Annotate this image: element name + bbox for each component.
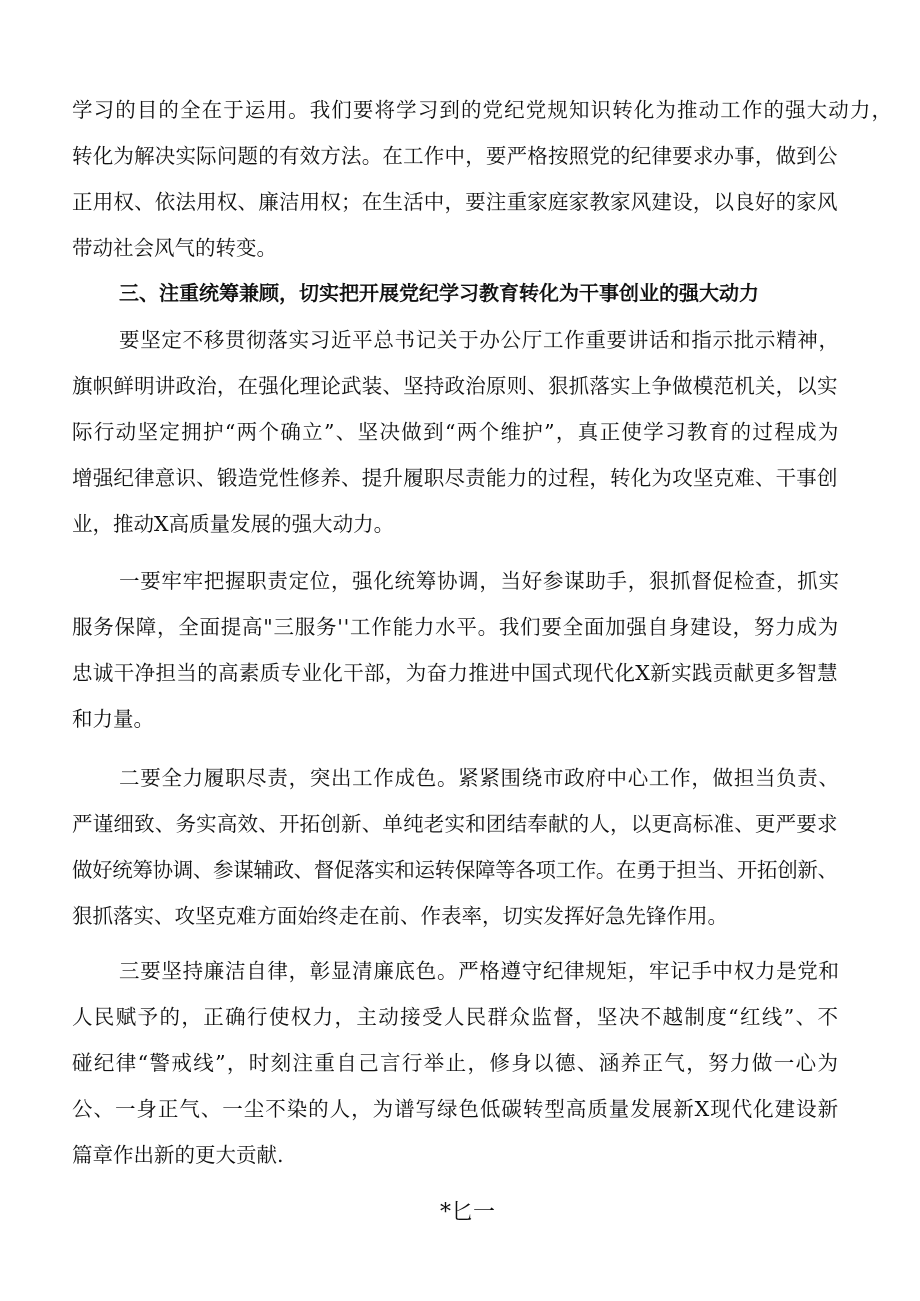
text-line: 人民赋予的，正确行使权力，主动接受人民群众监督，坚决不越制度“红线”、不 <box>72 1005 840 1029</box>
text-line: 公、一身正气、一尘不染的人，为谱写绿色低碳转型高质量发展新X现代化建设新 <box>72 1097 840 1121</box>
text-line: 带动社会风气的转变。 <box>72 236 277 260</box>
text-line: 转化为解决实际问题的有效方法。在工作中，要严格按照党的纪律要求办事，做到公 <box>72 144 838 168</box>
text-line: 做好统筹协调、参谋辅政、督促落实和运转保障等各项工作。在勇于担当、开拓创新、 <box>72 858 838 882</box>
section-heading: 三、注重统筹兼顾，切实把开展党纪学习教育转化为干事创业的强大动力 <box>119 281 759 305</box>
text-line: 正用权、依法用权、廉洁用权；在生活中，要注重家庭家教家风建设，以良好的家风 <box>72 190 838 214</box>
text-line: 篇章作出新的更大贡献. <box>72 1143 284 1167</box>
text-line: 和力量。 <box>72 707 154 731</box>
text-line: 三要坚持廉洁自律，彰显清廉底色。严格遵守纪律规矩，牢记手中权力是党和 <box>119 959 840 983</box>
text-line: 学习的目的全在于运用。我们要将学习到的党纪党规知识转化为推动工作的强大动力， <box>72 98 894 122</box>
text-line: 业，推动X高质量发展的强大动力。 <box>72 512 395 536</box>
text-line: 要坚定不移贯彻落实习近平总书记关于办公厅工作重要讲话和指示批示精神， <box>119 328 840 352</box>
text-line: 际行动坚定拥护“两个确立”、坚决做到“两个维护”，真正使学习教育的过程成为 <box>72 420 840 444</box>
text-line: 二要全力履职尽责，突出工作成色。紧紧围绕市政府中心工作，做担当负责、 <box>119 766 840 790</box>
text-line: 狠抓落实、攻坚克难方面始终走在前、作表率，切实发挥好急先锋作用。 <box>72 904 728 928</box>
text-line: 严谨细致、务实高效、开拓创新、单纯老实和团结奉献的人，以更高标准、更严要求 <box>72 812 838 836</box>
text-line: 一要牢牢把握职责定位，强化统筹协调，当好参谋助手，狠抓督促检查，抓实 <box>119 569 840 593</box>
page-number: *匕一 <box>440 1200 496 1225</box>
text-line: 碰纪律“警戒线”，时刻注重自己言行举止，修身以德、涵养正气，努力做一心为 <box>72 1051 840 1075</box>
text-line: 服务保障，全面提高"三服务''工作能力水平。我们要全面加强自身建设，努力成为 <box>72 615 839 639</box>
text-line: 忠诚干净担当的高素质专业化干部，为奋力推进中国式现代化X新实践贡献更多智慧 <box>72 661 838 685</box>
text-line: 旗帜鲜明讲政治，在强化理论武装、坚持政治原则、狠抓落实上争做模范机关，以实 <box>72 374 838 398</box>
text-line: 增强纪律意识、锻造党性修养、提升履职尽责能力的过程，转化为攻坚克难、干事创 <box>72 466 838 490</box>
